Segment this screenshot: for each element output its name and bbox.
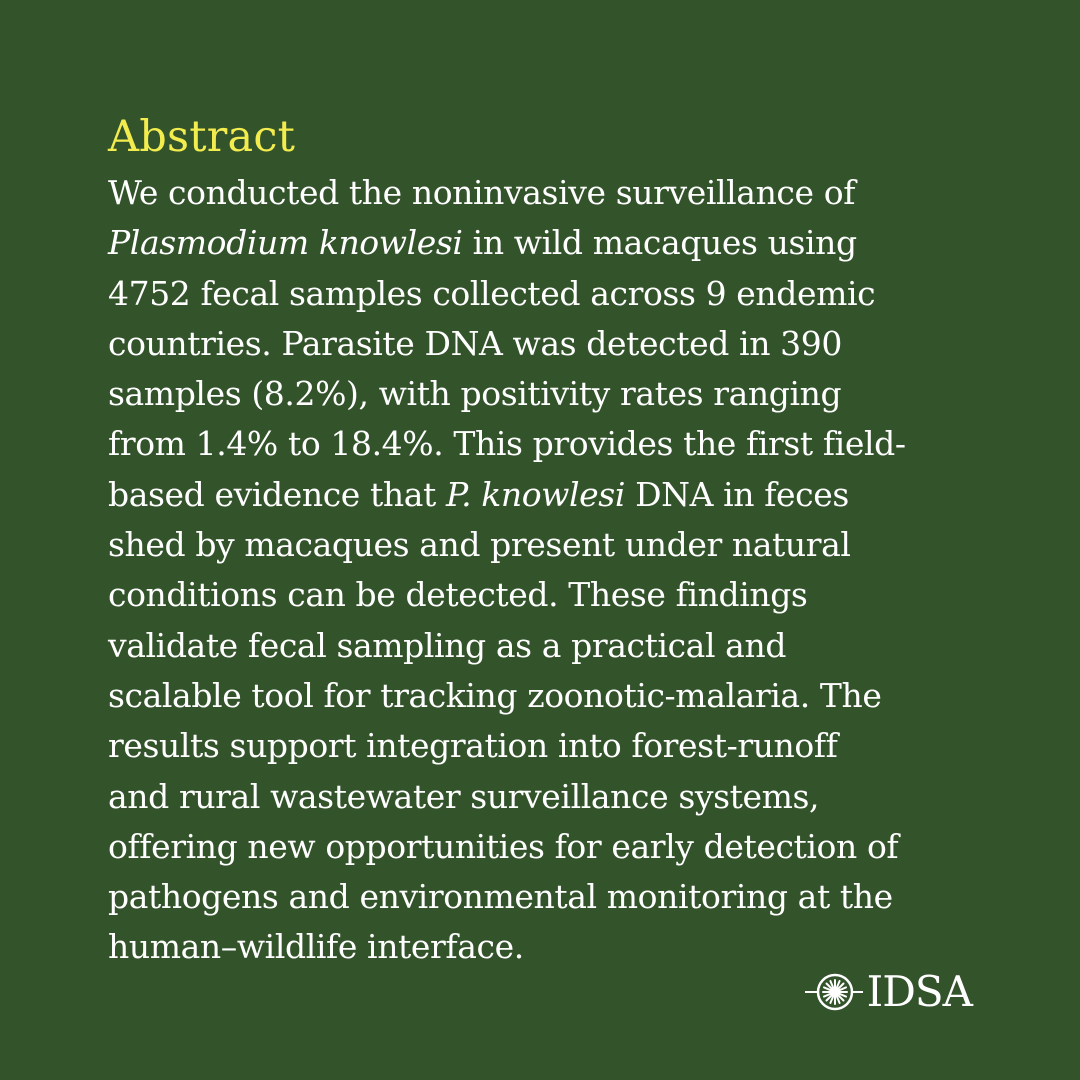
abstract-line bbox=[108, 570, 978, 620]
abstract-line bbox=[108, 369, 978, 419]
abstract-line bbox=[108, 671, 978, 721]
abstract-line bbox=[108, 470, 978, 520]
abstract-text: and rural wastewater surveillance systems, bbox=[108, 776, 820, 816]
abstract-line bbox=[108, 218, 978, 268]
abstract-line bbox=[108, 520, 978, 570]
abstract-line bbox=[108, 922, 978, 972]
abstract-text: shed by macaques and present under natural bbox=[108, 525, 851, 565]
abstract-text: based evidence that bbox=[108, 474, 446, 514]
abstract-text: conditions can be detected. These findings bbox=[108, 575, 808, 615]
abstract-section bbox=[108, 112, 978, 973]
abstract-line bbox=[108, 621, 978, 671]
abstract-text: countries. Parasite DNA was detected in 390 bbox=[108, 323, 842, 363]
abstract-line bbox=[108, 872, 978, 922]
abstract-line bbox=[108, 319, 978, 369]
abstract-text: scalable tool for tracking zoonotic-malaria. The bbox=[108, 675, 882, 715]
abstract-text: results support integration into forest-runoff bbox=[108, 726, 838, 766]
abstract-text: samples (8.2%), with positivity rates ranging bbox=[108, 374, 842, 414]
abstract-text: offering new opportunities for early detection of bbox=[108, 826, 899, 866]
starburst-icon bbox=[805, 972, 863, 1012]
idsa-logo-text: IDSA bbox=[866, 967, 972, 1016]
species-name-italic: Plasmodium knowlesi bbox=[108, 223, 463, 263]
idsa-logo bbox=[805, 967, 972, 1017]
abstract-text: validate fecal sampling as a practical and bbox=[108, 625, 787, 665]
abstract-text: human–wildlife interface. bbox=[108, 927, 524, 967]
abstract-text: DNA in feces bbox=[625, 474, 849, 514]
abstract-line bbox=[108, 772, 978, 822]
species-name-italic: P. knowlesi bbox=[445, 474, 625, 514]
abstract-title: Abstract bbox=[108, 112, 296, 162]
abstract-line bbox=[108, 269, 978, 319]
abstract-text: in wild macaques using bbox=[462, 223, 857, 263]
abstract-line bbox=[108, 721, 978, 771]
abstract-line bbox=[108, 822, 978, 872]
abstract-text: pathogens and environmental monitoring at the bbox=[108, 877, 893, 917]
abstract-text: from 1.4% to 18.4%. This provides the first field- bbox=[108, 424, 906, 464]
abstract-line bbox=[108, 168, 978, 218]
abstract-text: 4752 fecal samples collected across 9 endemic bbox=[108, 273, 876, 313]
abstract-text: We conducted the noninvasive surveillance of bbox=[108, 173, 856, 212]
abstract-line bbox=[108, 419, 978, 469]
